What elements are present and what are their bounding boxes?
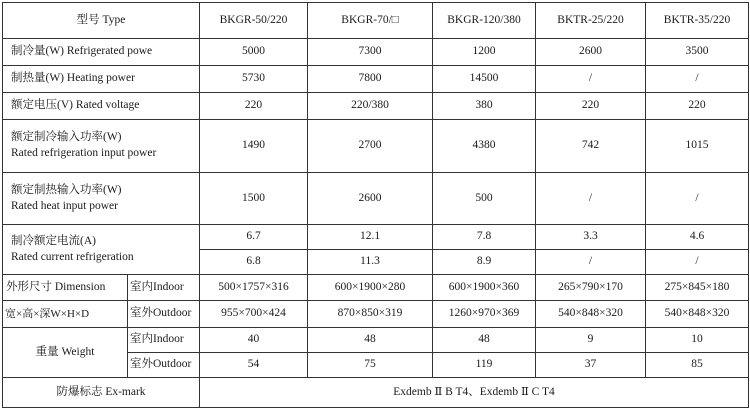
cell: 6.8 <box>200 250 308 275</box>
cell: 12.1 <box>308 225 433 250</box>
cell: 275×845×180 <box>646 275 749 301</box>
cell: 540×848×320 <box>646 301 749 328</box>
cell: 14500 <box>433 66 536 93</box>
table-row <box>3 328 749 353</box>
row-label: 制热量(W) Heating power <box>3 66 200 93</box>
cell: 75 <box>308 353 433 378</box>
row-label-cn: 额定制热输入功率(W) <box>11 183 122 196</box>
sub-label: 室内Indoor <box>128 328 200 353</box>
cell: 48 <box>433 328 536 353</box>
cell: 5730 <box>200 66 308 93</box>
model-header: BKGR-50/220 <box>200 3 308 39</box>
cell: / <box>536 173 646 225</box>
cell: 3.3 <box>536 225 646 250</box>
cell: 265×790×170 <box>536 275 646 301</box>
table-row <box>3 66 749 93</box>
cell: / <box>646 66 749 93</box>
row-label-en: Rated current refrigeration <box>11 250 134 263</box>
cell: 9 <box>536 328 646 353</box>
header-row <box>3 3 749 39</box>
row-label: 重量 Weight <box>3 328 128 378</box>
cell: 4380 <box>433 120 536 173</box>
cell: 2700 <box>308 120 433 173</box>
row-label: 宽×高×深W×H×D <box>3 301 128 328</box>
cell: 380 <box>433 93 536 120</box>
row-label <box>3 120 200 173</box>
sub-label: 室外Outdoor <box>128 353 200 378</box>
cell: 2600 <box>536 39 646 66</box>
row-label: 外形尺寸 Dimension <box>3 275 128 301</box>
cell: 8.9 <box>433 250 536 275</box>
row-label-en: Rated heat input power <box>11 199 118 212</box>
table-row <box>3 378 749 408</box>
cell: 220/380 <box>308 93 433 120</box>
cell: 7800 <box>308 66 433 93</box>
table-row <box>3 275 749 301</box>
cell: 6.7 <box>200 225 308 250</box>
cell: 37 <box>536 353 646 378</box>
row-label-cn: 额定制冷输入功率(W) <box>11 131 122 144</box>
cell: 54 <box>200 353 308 378</box>
row-label <box>3 173 200 225</box>
cell: 220 <box>536 93 646 120</box>
cell: 4.6 <box>646 225 749 250</box>
cell: 85 <box>646 353 749 378</box>
cell: 220 <box>200 93 308 120</box>
table-row <box>3 39 749 66</box>
row-label: 制冷量(W) Refrigerated powe <box>3 39 200 66</box>
row-label: 额定电压(V) Rated voltage <box>3 93 200 120</box>
cell: 540×848×320 <box>536 301 646 328</box>
model-header: BKGR-70/□ <box>308 3 433 39</box>
cell: 2600 <box>308 173 433 225</box>
cell: / <box>536 250 646 275</box>
cell: 600×1900×280 <box>308 275 433 301</box>
spec-table <box>2 2 749 408</box>
row-label-en: Rated refrigeration input power <box>11 147 157 159</box>
table-row <box>3 93 749 120</box>
cell: 7300 <box>308 39 433 66</box>
cell: 1200 <box>433 39 536 66</box>
cell: 5000 <box>200 39 308 66</box>
cell: 600×1900×360 <box>433 275 536 301</box>
sub-label: 室内Indoor <box>128 275 200 301</box>
cell: 1015 <box>646 120 749 173</box>
cell: 955×700×424 <box>200 301 308 328</box>
row-label <box>3 225 200 275</box>
table-row <box>3 301 749 328</box>
cell: / <box>536 66 646 93</box>
cell: 220 <box>646 93 749 120</box>
exmark-value: Exdemb Ⅱ B T4、Exdemb Ⅱ C T4 <box>200 378 749 408</box>
table-row <box>3 120 749 173</box>
cell: 1500 <box>200 173 308 225</box>
cell: 3500 <box>646 39 749 66</box>
cell: 11.3 <box>308 250 433 275</box>
cell: / <box>646 250 749 275</box>
cell: 40 <box>200 328 308 353</box>
row-label: 防爆标志 Ex-mark <box>3 378 200 408</box>
cell: 119 <box>433 353 536 378</box>
cell: 10 <box>646 328 749 353</box>
model-header: BKTR-25/220 <box>536 3 646 39</box>
cell: 500 <box>433 173 536 225</box>
table-row <box>3 173 749 225</box>
cell: 1490 <box>200 120 308 173</box>
cell: 742 <box>536 120 646 173</box>
cell: / <box>646 173 749 225</box>
type-header: 型号 Type <box>3 3 200 39</box>
model-header: BKTR-35/220 <box>646 3 749 39</box>
cell: 870×850×319 <box>308 301 433 328</box>
cell: 48 <box>308 328 433 353</box>
cell: 7.8 <box>433 225 536 250</box>
cell: 1260×970×369 <box>433 301 536 328</box>
cell: 500×1757×316 <box>200 275 308 301</box>
sub-label: 室外Outdoor <box>128 301 200 328</box>
table-row <box>3 225 749 250</box>
row-label-cn: 制冷额定电流(A) <box>11 234 96 247</box>
model-header: BKGR-120/380 <box>433 3 536 39</box>
